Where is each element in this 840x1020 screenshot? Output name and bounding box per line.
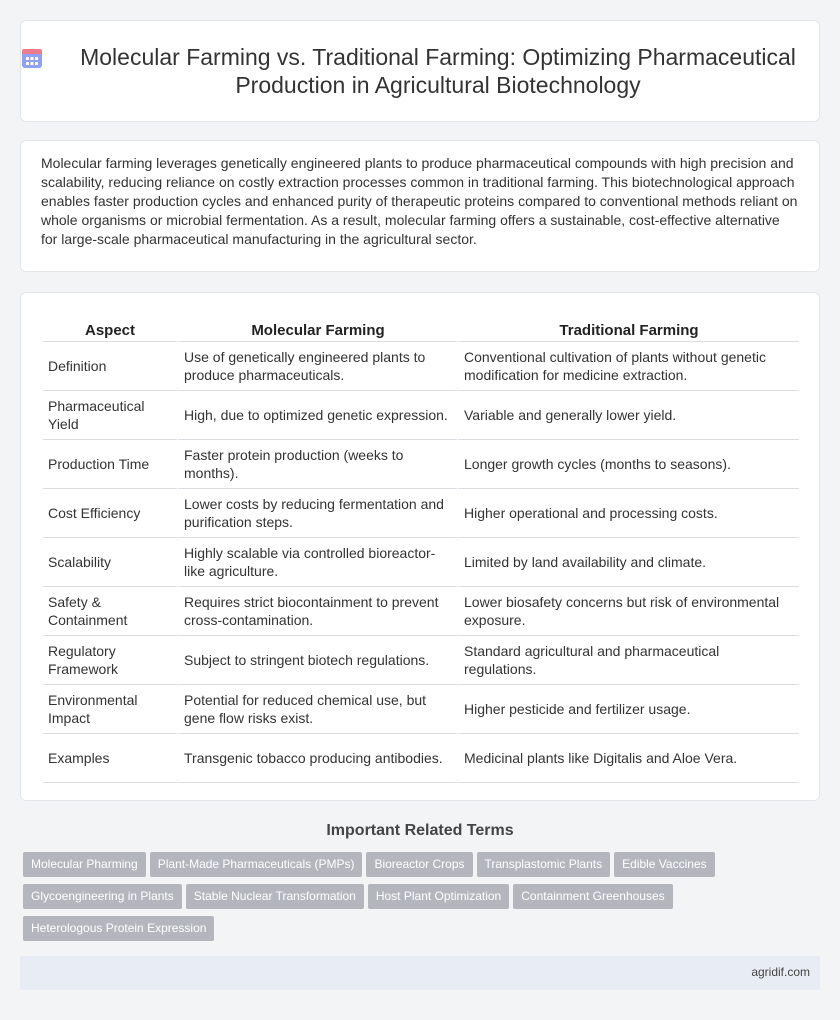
cell-molecular: Subject to stringent biotech regulations. <box>177 636 457 685</box>
cell-aspect: Regulatory Framework <box>43 636 177 685</box>
cell-traditional: Conventional cultivation of plants without genetic modification for medicine extraction. <box>457 342 799 391</box>
tag-host-plant-optimization[interactable]: Host Plant Optimization <box>368 884 509 909</box>
cell-molecular: Highly scalable via controlled bioreactor-like agriculture. <box>177 538 457 587</box>
header-aspect: Aspect <box>43 313 177 342</box>
table-row <box>43 685 799 734</box>
tag-transplastomic-plants[interactable]: Transplastomic Plants <box>477 852 611 877</box>
cell-traditional: Longer growth cycles (months to seasons). <box>457 440 799 489</box>
table-row <box>43 391 799 440</box>
cell-traditional: Variable and generally lower yield. <box>457 391 799 440</box>
cell-aspect: Scalability <box>43 538 177 587</box>
tag-stable-nuclear-transformation[interactable]: Stable Nuclear Transformation <box>186 884 364 909</box>
cell-aspect: Examples <box>43 734 177 783</box>
cell-traditional: Medicinal plants like Digitalis and Aloe Vera. <box>457 734 799 783</box>
cell-aspect: Definition <box>43 342 177 391</box>
table-row <box>43 440 799 489</box>
page-title: Molecular Farming vs. Traditional Farming: Optimizing Pharmaceutical Production in Agricultural Biotechnology <box>80 44 796 98</box>
cell-molecular: Potential for reduced chemical use, but gene flow risks exist. <box>177 685 457 734</box>
cell-traditional: Higher operational and processing costs. <box>457 489 799 538</box>
table-row <box>43 342 799 391</box>
title-card <box>20 20 820 122</box>
cell-aspect: Pharmaceutical Yield <box>43 391 177 440</box>
cell-aspect: Production Time <box>43 440 177 489</box>
related-terms-tags <box>23 852 823 948</box>
table-row <box>43 636 799 685</box>
cell-molecular: Requires strict biocontainment to prevent cross-contamination. <box>177 587 457 636</box>
tag-heterologous-protein-expression[interactable]: Heterologous Protein Expression <box>23 916 214 941</box>
cell-traditional: Standard agricultural and pharmaceutical regulations. <box>457 636 799 685</box>
calendar-grid-icon <box>21 47 43 69</box>
cell-molecular: High, due to optimized genetic expression. <box>177 391 457 440</box>
footer <box>20 956 820 990</box>
cell-aspect: Environmental Impact <box>43 685 177 734</box>
table-row <box>43 734 799 783</box>
tag-plant-made-pharmaceuticals[interactable]: Plant-Made Pharmaceuticals (PMPs) <box>150 852 363 877</box>
cell-aspect: Cost Efficiency <box>43 489 177 538</box>
cell-molecular: Transgenic tobacco producing antibodies. <box>177 734 457 783</box>
comparison-card <box>20 292 820 801</box>
comparison-table <box>43 313 799 783</box>
cell-molecular: Lower costs by reducing fermentation and purification steps. <box>177 489 457 538</box>
header-traditional-farming: Traditional Farming <box>457 313 799 342</box>
table-row <box>43 489 799 538</box>
table-header-row <box>43 313 799 342</box>
cell-traditional: Limited by land availability and climate. <box>457 538 799 587</box>
tag-containment-greenhouses[interactable]: Containment Greenhouses <box>513 884 672 909</box>
title-row <box>21 43 819 99</box>
summary-paragraph: Molecular farming leverages genetically engineered plants to produce pharmaceutical compounds with high precision and scalability, reducing reliance on costly extraction processes common in traditional farming. This biotechnological approach enables faster production cycles and enhanced purity of therapeutic proteins compared to conventional methods reliant on whole organisms or microbial fermentation. As a result, molecular farming offers a sustainable, cost-effective alternative for large-scale pharmaceutical manufacturing in the agricultural sector. <box>41 155 798 247</box>
tag-glycoengineering-in-plants[interactable]: Glycoengineering in Plants <box>23 884 182 909</box>
tag-molecular-pharming[interactable]: Molecular Pharming <box>23 852 146 877</box>
cell-molecular: Use of genetically engineered plants to produce pharmaceuticals. <box>177 342 457 391</box>
tag-bioreactor-crops[interactable]: Bioreactor Crops <box>366 852 472 877</box>
cell-traditional: Higher pesticide and fertilizer usage. <box>457 685 799 734</box>
summary-card <box>20 140 820 272</box>
cell-traditional: Lower biosafety concerns but risk of environmental exposure. <box>457 587 799 636</box>
header-molecular-farming: Molecular Farming <box>177 313 457 342</box>
cell-aspect: Safety & Containment <box>43 587 177 636</box>
cell-molecular: Faster protein production (weeks to months). <box>177 440 457 489</box>
related-terms-heading: Important Related Terms <box>326 822 514 839</box>
tag-edible-vaccines[interactable]: Edible Vaccines <box>614 852 715 877</box>
footer-site-link[interactable]: agridif.com <box>751 965 810 979</box>
table-row <box>43 538 799 587</box>
table-row <box>43 587 799 636</box>
